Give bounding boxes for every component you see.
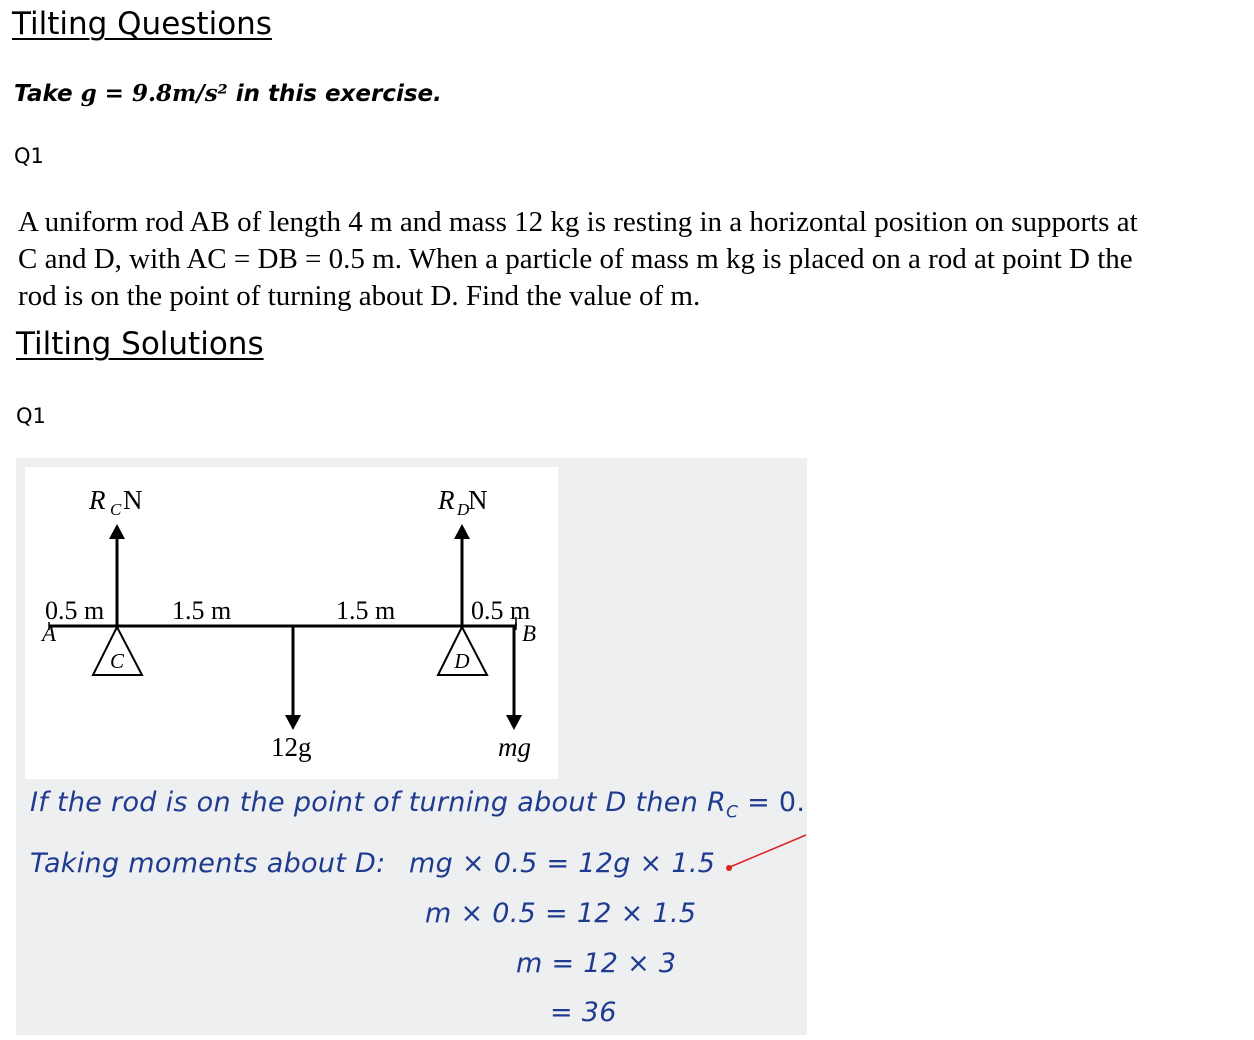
question-line-1: A uniform rod AB of length 4 m and mass 12 kg is resting in a horizontal position on supports at [18, 206, 1138, 238]
question-line-3: rod is on the point of turning about D. Find the value of m. [18, 280, 701, 312]
reaction-c-unit: N [123, 485, 143, 515]
reaction-d-subscript: D [457, 500, 470, 519]
gravity-note [14, 80, 442, 107]
reaction-d-label: R [438, 485, 455, 515]
rod-force-diagram [25, 467, 558, 779]
distance-db: 0.5 m [471, 596, 531, 625]
point-d-label: D [454, 649, 470, 673]
weight-rod-arrowhead [285, 715, 301, 730]
question-label: Q1 [14, 144, 44, 168]
reaction-d-unit: N [468, 485, 488, 515]
note-prefix: Take [14, 81, 81, 107]
title-questions: Tilting Questions [12, 6, 272, 42]
equation-4: = 36 [550, 997, 617, 1028]
distance-c-mid: 1.5 m [172, 596, 232, 625]
title-solutions: Tilting Solutions [16, 326, 264, 362]
reaction-c-arrowhead [109, 524, 125, 539]
solution-line-1-end: = 0. [738, 787, 806, 818]
point-a-label: A [42, 621, 57, 646]
note-suffix: in this exercise. [235, 81, 442, 107]
weight-particle-arrowhead [506, 715, 522, 730]
question-text [18, 204, 1218, 315]
distance-ac: 0.5 m [45, 596, 105, 625]
weight-rod-label: 12g [271, 732, 312, 762]
solution-line-1 [30, 787, 805, 822]
equation-3: m = 12 × 3 [516, 948, 677, 979]
point-b-label: B [522, 621, 537, 646]
reaction-c-subscript: C [110, 500, 122, 519]
solution-label: Q1 [16, 404, 46, 428]
pointer-line [730, 835, 806, 867]
distance-mid-d: 1.5 m [336, 596, 396, 625]
solution-line-1-subscript: C [726, 802, 739, 823]
weight-particle-label: mg [498, 732, 531, 762]
note-equation: g = 9.8m/s² [80, 80, 236, 107]
moments-label: Taking moments about D: [30, 848, 386, 879]
reaction-d-arrowhead [454, 524, 470, 539]
pointer-dot [726, 865, 732, 871]
question-line-2: C and D, with AC = DB = 0.5 m. When a particle of mass m kg is placed on a rod at point D the [18, 243, 1133, 275]
point-c-label: C [109, 649, 125, 673]
equation-2: m × 0.5 = 12 × 1.5 [425, 898, 697, 929]
equation-1: mg × 0.5 = 12g × 1.5 [409, 848, 716, 879]
solution-line-1-text: If the rod is on the point of turning about D then R [30, 787, 727, 818]
reaction-c-label: R [89, 485, 106, 515]
pointer-annotation [718, 830, 810, 874]
